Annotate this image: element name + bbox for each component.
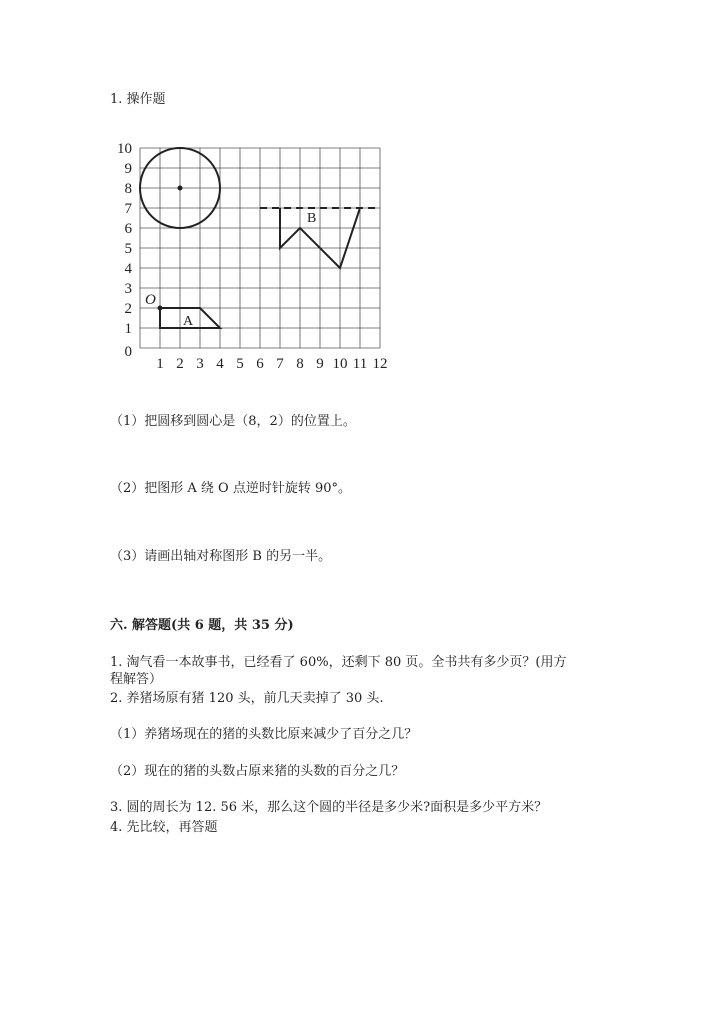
y-tick-label: 7 [124, 201, 132, 217]
grid-lines [140, 148, 380, 348]
origin-label: O [145, 292, 156, 308]
coordinate-grid-figure [110, 136, 400, 376]
x-tick-label: 7 [276, 356, 284, 372]
section6-heading: 六. 解答题(共 6 题，共 35 分) [110, 618, 294, 633]
question-2-sub-1: （1）养猪场现在的猪的头数比原来减少了百分之几？ [110, 727, 418, 742]
circle-center-dot [178, 186, 183, 191]
shape-a-label: A [183, 314, 194, 329]
question-4: 4. 先比较，再答题 [110, 820, 218, 835]
y-tick-label: 9 [124, 161, 132, 177]
y-tick-label: 5 [124, 241, 132, 257]
question-2: 2. 养猪场原有猪 120 头，前几天卖掉了 30 头. [110, 691, 384, 706]
y-tick-label: 0 [124, 344, 132, 360]
question-1-line-2: 程解答） [110, 672, 163, 687]
x-tick-label: 10 [332, 356, 348, 372]
question-3: 3. 圆的周长为 12. 56 米，那么这个圆的半径是多少米?面积是多少平方米？ [110, 800, 548, 815]
y-tick-label: 3 [124, 281, 132, 297]
task-1: （1）把圆移到圆心是（8，2）的位置上。 [110, 414, 356, 429]
x-tick-label: 1 [156, 356, 164, 372]
x-tick-label: 2 [176, 356, 184, 372]
y-tick-label: 4 [124, 261, 132, 277]
y-tick-label: 1 [124, 321, 132, 337]
x-tick-label: 3 [196, 356, 204, 372]
y-tick-label: 8 [124, 181, 132, 197]
y-axis-tick-labels [117, 141, 133, 360]
x-tick-label: 6 [256, 356, 264, 372]
shape-b-label: B [307, 211, 317, 226]
question-2-sub-2: （2）现在的猪的头数占原来猪的头数的百分之几？ [110, 764, 405, 779]
section1-heading: 1. 操作题 [110, 92, 166, 107]
x-tick-label: 5 [236, 356, 244, 372]
x-tick-label: 9 [316, 356, 324, 372]
origin-point [158, 306, 163, 311]
task-3: （3）请画出轴对称图形 B 的另一半。 [110, 549, 332, 564]
x-tick-label: 4 [216, 356, 224, 372]
question-1-line-1: 1. 淘气看一本故事书，已经看了 60%，还剩下 80 页。全书共有多少页？(用方 [110, 655, 567, 670]
y-tick-label: 10 [117, 141, 132, 157]
x-tick-label: 11 [352, 356, 368, 372]
x-tick-label: 8 [296, 356, 304, 372]
y-tick-label: 2 [124, 301, 132, 317]
y-tick-label: 6 [124, 221, 132, 237]
task-2: （2）把图形 A 绕 O 点逆时针旋转 90°。 [110, 481, 352, 496]
x-tick-label: 12 [372, 356, 388, 372]
x-axis-tick-labels [156, 356, 387, 372]
